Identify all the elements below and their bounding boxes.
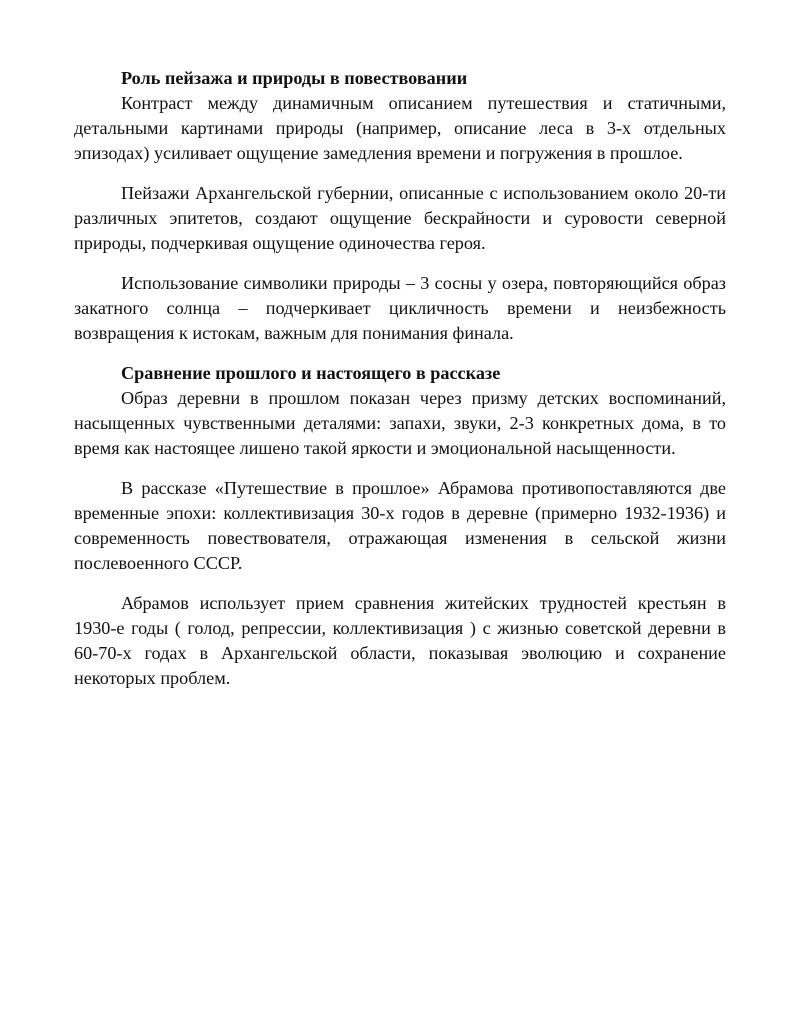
paragraph: Образ деревни в прошлом показан через призму детских воспоминаний, насыщенных чувственными деталями: запахи, звуки, 2-3 конкретных дома, в то время как настоящее лишено такой яркости и эмоциональной насыщенности. bbox=[74, 388, 726, 458]
section-heading: Сравнение прошлого и настоящего в рассказе bbox=[121, 363, 501, 383]
paragraph: В рассказе «Путешествие в прошлое» Абрамова противопоставляются две временные эпохи: коллективизация 30-х годов в деревне (примерно 1932-1936) и современность повествователя, отражающая изменения в сельской жизни послевоенного СССР. bbox=[74, 478, 726, 573]
paragraph: Пейзажи Архангельской губернии, описанные с использованием около 20-ти различных эпитетов, создают ощущение бескрайности и суровости северной природы, подчеркивая ощущение одиночества героя. bbox=[74, 183, 726, 253]
paragraph: Контраст между динамичным описанием путешествия и статичными, детальными картинами природы (например, описание леса в 3-х отдельных эпизодах) усиливает ощущение замедления времени и погружения в прошлое. bbox=[74, 93, 726, 163]
document-page bbox=[74, 66, 726, 691]
section-landscape bbox=[74, 66, 726, 346]
section-heading: Роль пейзажа и природы в повествовании bbox=[121, 68, 468, 88]
paragraph: Абрамов использует прием сравнения житейских трудностей крестьян в 1930-е годы ( голод, репрессии, коллективизация ) с жизнью советской деревни в 60-70-х годах в Архангельской области, показывая эволюцию и сохранение некоторых проблем. bbox=[74, 593, 726, 688]
section-comparison bbox=[74, 361, 726, 691]
paragraph: Использование символики природы – 3 сосны у озера, повторяющийся образ закатного солнца – подчеркивает цикличность времени и неизбежность возвращения к истокам, важным для понимания финала. bbox=[74, 273, 726, 343]
